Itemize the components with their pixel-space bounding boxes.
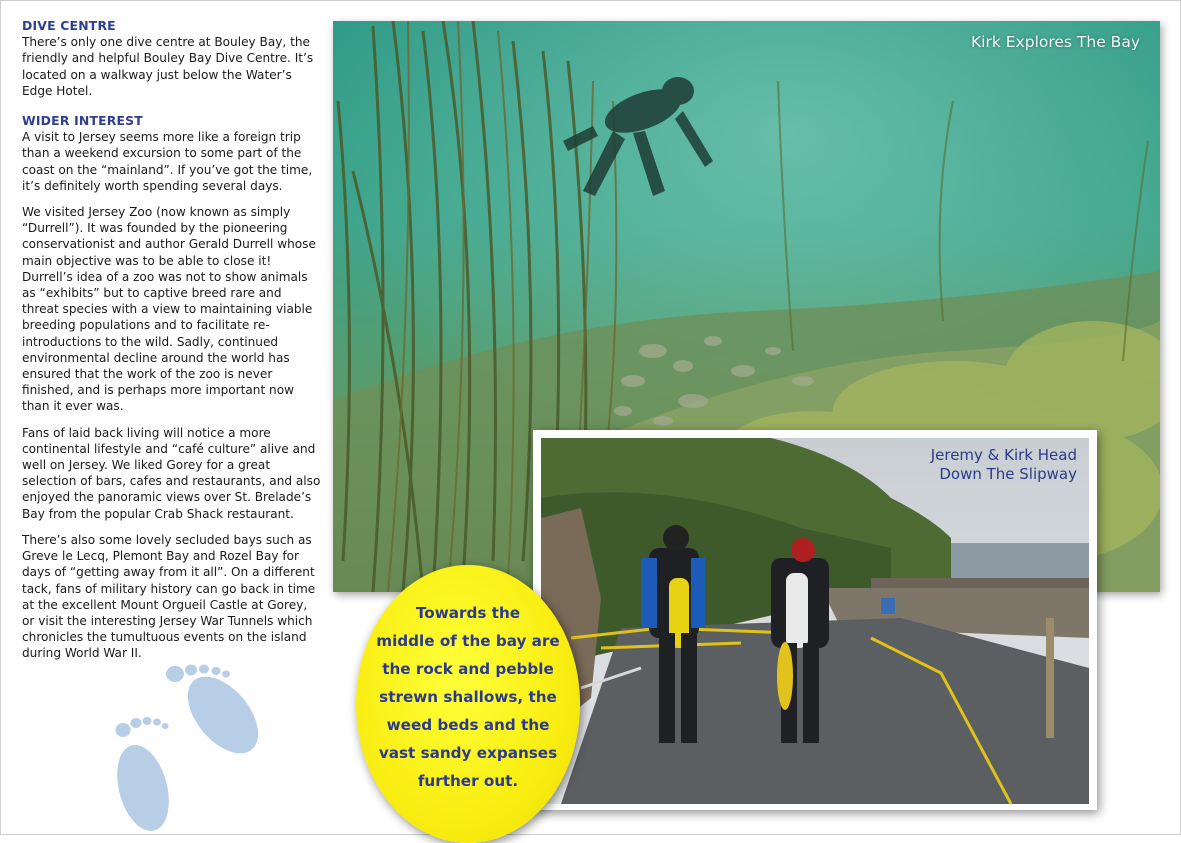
paragraph: Fans of laid back living will notice a more continental lifestyle and “café culture” alive and well on Jersey. We liked Gorey for a great selection of bars, cafes and restaurants, and also enjoyed the panoramic views over St. Brelade’s Bay from the popular Crab Shack restaurant.: [22, 425, 321, 521]
heading-dive-centre: DIVE CENTRE: [22, 18, 116, 33]
text-column: [22, 18, 322, 676]
callout-line: strewn shallows, the: [379, 688, 557, 706]
callout-line: Towards the: [415, 604, 521, 622]
callout-line: the rock and pebble: [382, 660, 554, 678]
callout-text: [366, 599, 570, 795]
callout-line: vast sandy expanses: [378, 744, 558, 762]
heading-wider-interest: WIDER INTEREST: [22, 113, 143, 129]
callout-line: weed beds and the: [386, 716, 550, 734]
photo-slipway-divers: [533, 430, 1097, 810]
caption-main-photo: Kirk Explores The Bay: [971, 33, 1140, 51]
paragraph: We visited Jersey Zoo (now known as simply “Durrell”). It was founded by the pioneering conservationist and author Gerald Durrell whose main objective was to be able to close it! Durrell’s idea of a zoo was not to show animals as “exhibits” but to captive breed rare and threat species with a view to maintaining viable breeding populations and to facilitate re-introductions to the wild. Sadly, continued environmental decline around the world has ensured that the work of the zoo is never finished, and is perhaps more important now than it ever was.: [22, 205, 316, 414]
caption-line: Jeremy & Kirk Head: [930, 446, 1077, 464]
paragraph: A visit to Jersey seems more like a foreign trip than a weekend excursion to some part of the coast on the “mainland”. If you’ve got the time, it’s definitely worth spending several days.: [22, 130, 313, 193]
section-wider-interest: [22, 113, 322, 662]
callout-bubble: [356, 565, 580, 843]
paragraph: There’s also some lovely secluded bays such as Greve le Lecq, Plemont Bay and Rozel Bay for days of “getting away from it all”. On a different tack, fans of military history can go back in time at the excellent Mount Orgueil Castle at Gorey, or visit the interesting Jersey War Tunnels which chronicles the tumultuous events on the island during World War II.: [22, 532, 316, 661]
paragraph: There’s only one dive centre at Bouley Bay, the friendly and helpful Bouley Bay Dive Centre. It’s located on a walkway just below the Water’s Edge Hotel.: [22, 35, 314, 98]
callout-line: further out.: [417, 772, 519, 790]
caption-line: Down The Slipway: [939, 465, 1077, 483]
caption-second-photo: [931, 446, 1077, 484]
callout-line: middle of the bay are: [376, 632, 560, 650]
footprints-icon: [105, 660, 285, 835]
section-dive-centre: [22, 18, 322, 99]
